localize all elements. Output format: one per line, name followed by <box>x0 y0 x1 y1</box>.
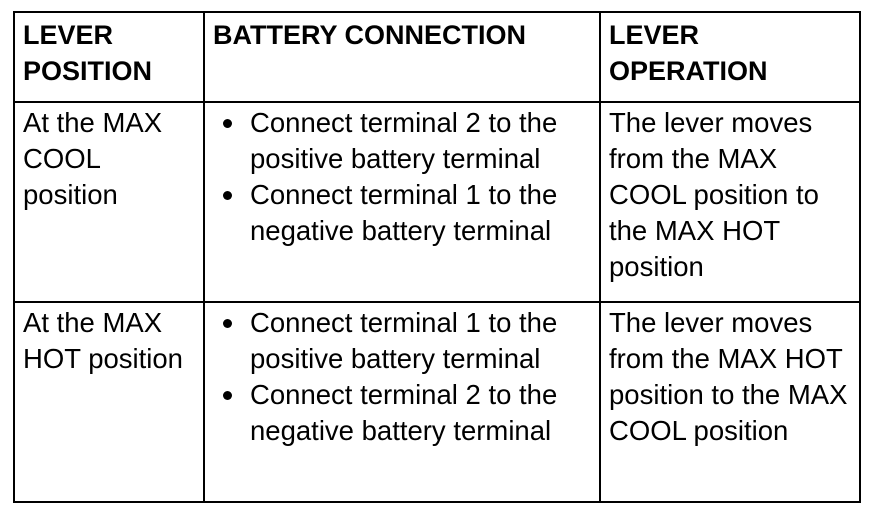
list-item <box>213 105 591 177</box>
connection-list <box>213 305 591 449</box>
lever-operation-text: The lever moves from the MAX HOT position to the MAX COOL position <box>609 307 848 446</box>
connection-step-text: Connect terminal 2 to the positive battery terminal <box>250 107 558 174</box>
header-lever-position <box>14 12 204 102</box>
header-battery-connection-text: BATTERY CONNECTION <box>213 20 527 50</box>
cell-battery-connection <box>204 302 600 502</box>
cell-battery-connection <box>204 102 600 302</box>
connection-step-text: Connect terminal 1 to the negative battery terminal <box>250 179 558 246</box>
connection-list <box>213 105 591 249</box>
connection-step-text: Connect terminal 1 to the positive battery terminal <box>250 307 558 374</box>
table-row <box>14 302 860 502</box>
lever-operation-text: The lever moves from the MAX COOL position to the MAX HOT position <box>609 107 819 282</box>
bullet-icon <box>223 391 232 400</box>
cell-lever-operation <box>600 302 860 502</box>
bullet-icon <box>223 191 232 200</box>
lever-position-text: At the MAX COOL position <box>23 107 163 210</box>
header-lever-position-text: LEVER POSITION <box>23 20 153 86</box>
list-item <box>213 305 591 377</box>
header-lever-operation-text: LEVER OPERATION <box>609 20 768 86</box>
bullet-icon <box>223 319 232 328</box>
list-item <box>213 377 591 449</box>
header-lever-operation <box>600 12 860 102</box>
cell-lever-operation <box>600 102 860 302</box>
bullet-icon <box>223 119 232 128</box>
header-row <box>14 12 860 102</box>
header-battery-connection <box>204 12 600 102</box>
connection-step-text: Connect terminal 2 to the negative battery terminal <box>250 379 558 446</box>
cell-lever-position <box>14 302 204 502</box>
cell-lever-position <box>14 102 204 302</box>
lever-operation-table <box>13 11 861 503</box>
table-row <box>14 102 860 302</box>
lever-position-text: At the MAX HOT position <box>23 307 183 374</box>
list-item <box>213 177 591 249</box>
